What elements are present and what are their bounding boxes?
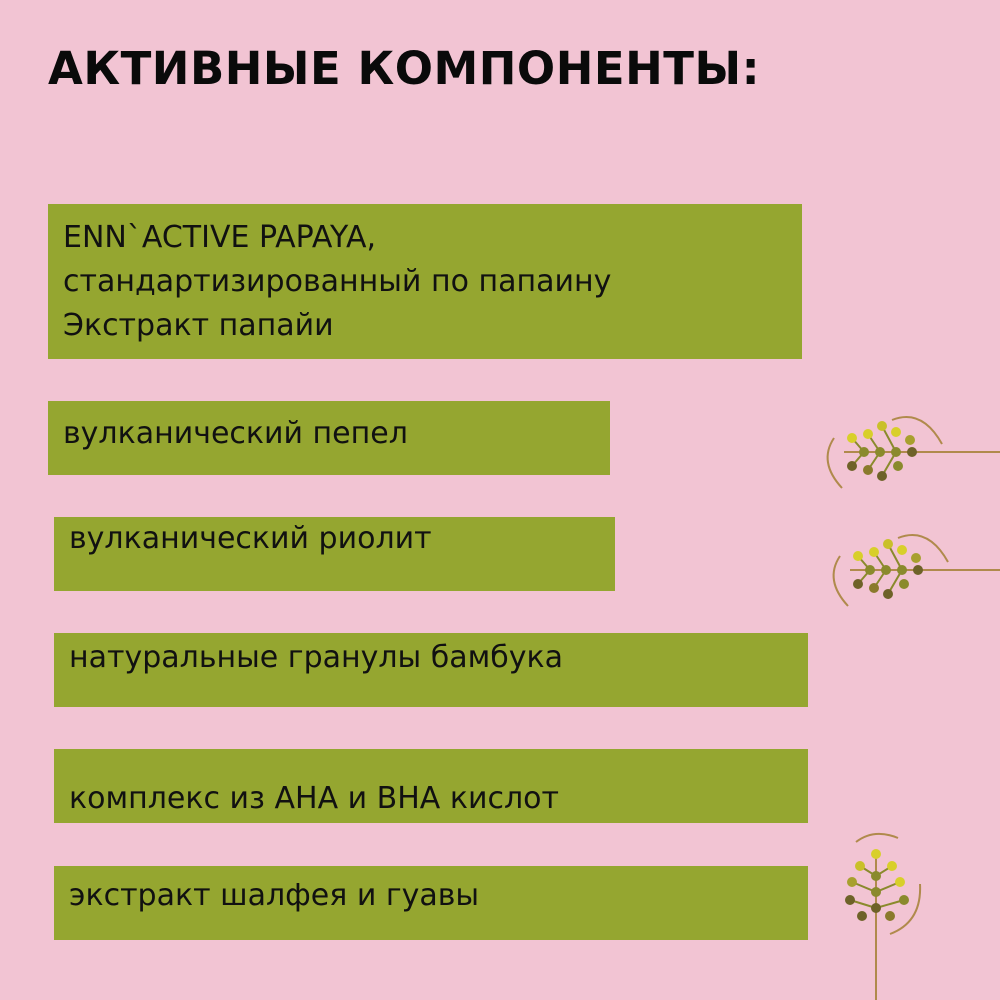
page-title: АКТИВНЫЕ КОМПОНЕНТЫ: <box>48 42 761 95</box>
component-text-line: комплекс из AHA и BHA кислот <box>69 781 559 816</box>
component-card-sage-guava <box>54 866 808 940</box>
component-text-line: Экстракт папайи <box>63 308 334 343</box>
sprig-icon <box>812 404 1000 496</box>
component-card-volcanic-rhyolite <box>54 517 615 591</box>
component-text-line: стандартизированный по папаину <box>63 264 612 299</box>
component-text-line: натуральные гранулы бамбука <box>69 640 564 675</box>
component-text-line: вулканический пепел <box>63 416 408 451</box>
component-text-line: ENN`ACTIVE PAPAYA, <box>63 220 377 255</box>
component-card-aha-bha-acids <box>54 749 808 823</box>
sprig-icon <box>828 826 924 1000</box>
component-card-bamboo-granules <box>54 633 808 707</box>
component-card-papaya <box>48 204 802 359</box>
component-card-volcanic-ash <box>48 401 610 475</box>
component-text-line: вулканический риолит <box>69 521 432 556</box>
sprig-icon <box>818 522 1000 614</box>
component-text-line: экстракт шалфея и гуавы <box>69 878 480 913</box>
